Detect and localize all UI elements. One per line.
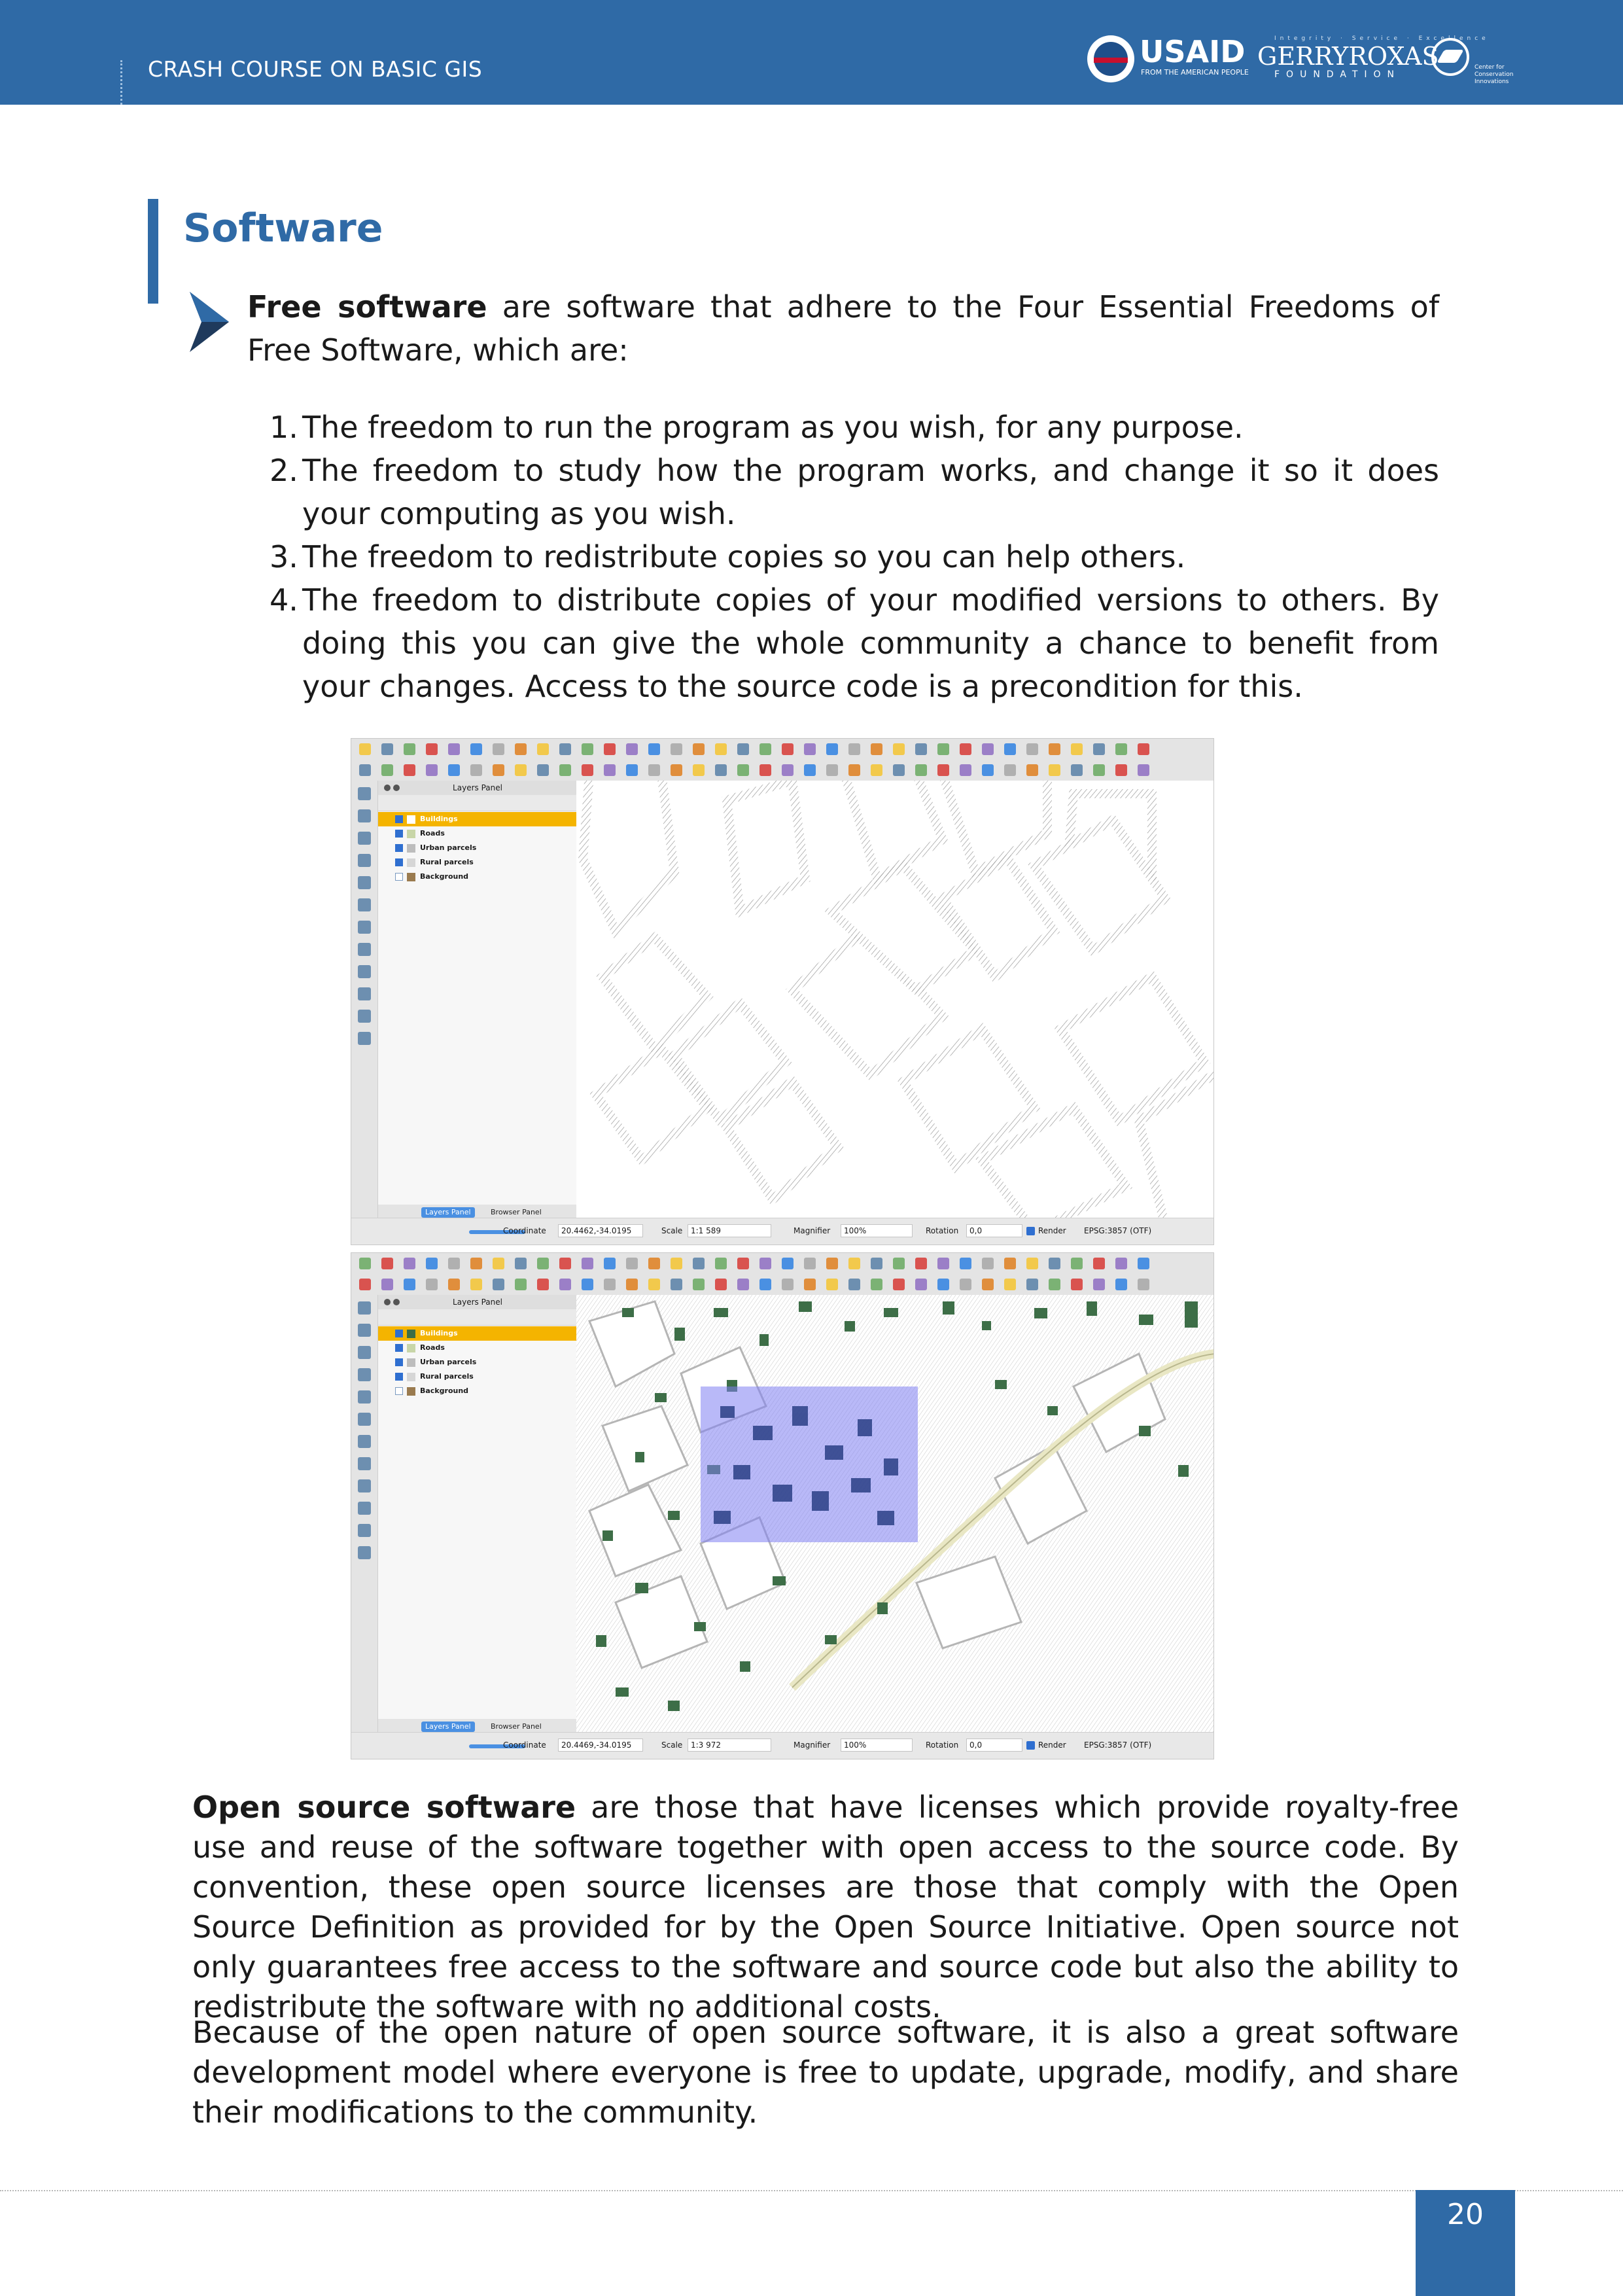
ccc-logo-icon — [1431, 38, 1469, 76]
toolbar-tool-icon[interactable] — [804, 1258, 816, 1269]
toolbar-tool-icon[interactable] — [1071, 1258, 1083, 1269]
toolbar-tool-icon[interactable] — [915, 1279, 927, 1290]
coordinate-field[interactable]: 20.4462,-34.0195 — [558, 1224, 643, 1237]
toolbar-tool-icon[interactable] — [982, 743, 994, 755]
ccc-logo-text: Center for Conservation Innovations — [1475, 64, 1514, 85]
toolbar-tool-icon[interactable] — [559, 1279, 571, 1290]
layers-panel-title: Layers Panel — [453, 783, 502, 792]
toolbar-tool-icon[interactable] — [359, 1258, 371, 1269]
layer-symbol-icon — [407, 1330, 415, 1338]
tools-sidebar — [351, 781, 377, 1219]
list-item — [271, 578, 1439, 708]
toolbar-tool-icon[interactable] — [1071, 1279, 1083, 1290]
toolbar-tool-icon[interactable] — [893, 743, 905, 755]
status-bar — [351, 1732, 1214, 1759]
map-canvas[interactable] — [576, 1295, 1214, 1733]
digitizing-tool-icon[interactable] — [358, 987, 371, 1000]
toolbar-tool-icon[interactable] — [693, 1279, 705, 1290]
toolbar-tool-icon[interactable] — [960, 764, 971, 776]
toolbar-tool-icon[interactable] — [1071, 764, 1083, 776]
toolbar-tool-icon[interactable] — [715, 743, 727, 755]
footer-divider — [0, 2190, 1623, 2191]
layer-checkbox[interactable] — [395, 1387, 403, 1395]
crs-button[interactable]: EPSG:3857 (OTF) — [1084, 1740, 1152, 1750]
toolbar-tool-icon[interactable] — [426, 764, 438, 776]
page-number-box — [1416, 2190, 1515, 2296]
toolbar-tool-icon[interactable] — [493, 1279, 504, 1290]
toolbar-tool-icon[interactable] — [1115, 1279, 1127, 1290]
digitizing-tool-icon[interactable] — [358, 1346, 371, 1359]
toolbar-tool-icon[interactable] — [1138, 1258, 1149, 1269]
layer-checkbox[interactable] — [395, 1344, 403, 1352]
layer-item-urban-parcels[interactable] — [378, 841, 577, 855]
open-source-term: Open source software — [192, 1790, 576, 1825]
header-divider — [120, 60, 122, 105]
layer-symbol-icon — [407, 1344, 415, 1352]
toolbar-tool-icon[interactable] — [1049, 743, 1060, 755]
toolbar-tool-icon[interactable] — [626, 743, 638, 755]
open-source-paragraph — [192, 1788, 1459, 2027]
digitizing-tool-icon[interactable] — [358, 1435, 371, 1448]
toolbar-tool-icon[interactable] — [515, 764, 527, 776]
toolbar-tool-icon[interactable] — [404, 743, 415, 755]
magnifier-field[interactable]: 100% — [841, 1739, 913, 1752]
usaid-logo-text: USAID — [1140, 34, 1246, 69]
toolbar-tool-icon[interactable] — [782, 1279, 794, 1290]
toolbar-tool-icon[interactable] — [1115, 764, 1127, 776]
toolbar-tool-icon[interactable] — [626, 1279, 638, 1290]
toolbar-tool-icon[interactable] — [871, 1258, 882, 1269]
layer-symbol-icon — [407, 830, 415, 838]
digitizing-tool-icon[interactable] — [358, 1502, 371, 1515]
toolbar-tool-icon[interactable] — [515, 1258, 527, 1269]
layer-item-urban-parcels[interactable] — [378, 1355, 577, 1369]
layer-item-roads[interactable] — [378, 1341, 577, 1355]
toolbar-tool-icon[interactable] — [1026, 743, 1038, 755]
toolbar-tool-icon[interactable] — [759, 1279, 771, 1290]
toolbar-tool-icon[interactable] — [559, 743, 571, 755]
toolbar-tool-icon[interactable] — [604, 743, 616, 755]
layer-checkbox[interactable] — [395, 1330, 403, 1337]
gerry-roxas-tagline: Integrity · Service · Excellence — [1274, 35, 1490, 42]
toolbar-tool-icon[interactable] — [1138, 1279, 1149, 1290]
layer-label: Buildings — [420, 1329, 458, 1337]
toolbar-tool-icon[interactable] — [1071, 743, 1083, 755]
toolbar-tool-icon[interactable] — [626, 764, 638, 776]
toolbar-tool-icon[interactable] — [648, 1258, 660, 1269]
layer-item-background[interactable] — [378, 1384, 577, 1398]
toolbar-tool-icon[interactable] — [782, 1258, 794, 1269]
toolbar-row-1 — [351, 739, 1214, 760]
layer-checkbox[interactable] — [395, 873, 403, 881]
toolbar-tool-icon[interactable] — [426, 743, 438, 755]
toolbar-tool-icon[interactable] — [826, 743, 838, 755]
magnifier-label: Magnifier — [794, 1226, 831, 1235]
list-item — [271, 535, 1439, 578]
toolbar-tool-icon[interactable] — [693, 764, 705, 776]
toolbar-tool-icon[interactable] — [381, 764, 393, 776]
layer-label: Roads — [420, 1343, 445, 1352]
toolbar-tool-icon[interactable] — [715, 1279, 727, 1290]
layer-list — [378, 812, 577, 884]
toolbar-tool-icon[interactable] — [960, 743, 971, 755]
digitizing-tool-icon[interactable] — [358, 898, 371, 911]
toolbar-tool-icon[interactable] — [871, 1279, 882, 1290]
bullet-arrow-icon — [190, 292, 229, 352]
toolbar-tool-icon[interactable] — [893, 764, 905, 776]
toolbar-tool-icon[interactable] — [1115, 743, 1127, 755]
layer-symbol-icon — [407, 858, 415, 867]
map-canvas[interactable] — [576, 781, 1214, 1219]
toolbar-tool-icon[interactable] — [537, 764, 549, 776]
toolbar-tool-icon[interactable] — [559, 764, 571, 776]
gerry-roxas-logo: GERRYROXAS — [1257, 42, 1439, 71]
scale-label: Scale — [661, 1226, 683, 1235]
toolbar-tool-icon[interactable] — [537, 743, 549, 755]
toolbar-tool-icon[interactable] — [470, 1279, 482, 1290]
digitizing-tool-icon[interactable] — [358, 787, 371, 800]
toolbar-tool-icon[interactable] — [848, 1279, 860, 1290]
layer-item-buildings[interactable] — [378, 1326, 577, 1341]
toolbar-tool-icon[interactable] — [871, 764, 882, 776]
toolbar-tool-icon[interactable] — [1138, 743, 1149, 755]
layer-label: Roads — [420, 829, 445, 838]
coordinate-field[interactable]: 20.4469,-34.0195 — [558, 1739, 643, 1752]
layers-panel-title: Layers Panel — [453, 1298, 502, 1307]
toolbar-tool-icon[interactable] — [759, 764, 771, 776]
list-item — [271, 406, 1439, 449]
layer-checkbox[interactable] — [395, 830, 403, 838]
digitizing-tool-icon[interactable] — [358, 1457, 371, 1470]
toolbar-tool-icon[interactable] — [982, 1279, 994, 1290]
toolbar-tool-icon[interactable] — [671, 743, 682, 755]
toolbar-tool-icon[interactable] — [715, 1258, 727, 1269]
toolbar-tool-icon[interactable] — [470, 764, 482, 776]
toolbar-tool-icon[interactable] — [426, 1279, 438, 1290]
page-number: 20 — [1447, 2198, 1484, 2231]
toolbar-tool-icon[interactable] — [737, 1279, 749, 1290]
layers-panel-header — [378, 781, 577, 795]
layer-checkbox[interactable] — [395, 844, 403, 852]
toolbar-row-1 — [351, 1253, 1214, 1275]
layer-symbol-icon — [407, 1387, 415, 1396]
digitizing-tool-icon[interactable] — [358, 943, 371, 956]
coordinate-label: Coordinate — [503, 1740, 546, 1750]
layer-list — [378, 1326, 577, 1398]
toolbar-tool-icon[interactable] — [404, 1279, 415, 1290]
toolbar-tool-icon[interactable] — [982, 1258, 994, 1269]
toolbar-tool-icon[interactable] — [493, 743, 504, 755]
tab-layers-panel[interactable]: Layers Panel — [421, 1207, 475, 1218]
layer-label: Urban parcels — [420, 1358, 477, 1366]
qgis-screenshot-1 — [351, 738, 1214, 1245]
rotation-label: Rotation — [926, 1740, 959, 1750]
toolbar-tool-icon[interactable] — [404, 764, 415, 776]
toolbar-tool-icon[interactable] — [448, 1279, 460, 1290]
rotation-field[interactable]: 0,0 — [966, 1739, 1022, 1752]
layer-symbol-icon — [407, 844, 415, 853]
digitizing-tool-icon[interactable] — [358, 1301, 371, 1315]
toolbar-tool-icon[interactable] — [937, 743, 949, 755]
toolbar-tool-icon[interactable] — [1004, 764, 1016, 776]
layer-checkbox[interactable] — [395, 1358, 403, 1366]
list-text: The freedom to run the program as you wish, for any purpose. — [302, 410, 1244, 445]
toolbar-tool-icon[interactable] — [737, 743, 749, 755]
toolbar-tool-icon[interactable] — [915, 764, 927, 776]
toolbar-tool-icon[interactable] — [937, 764, 949, 776]
digitizing-tool-icon[interactable] — [358, 1524, 371, 1537]
layers-panel-toolbar — [378, 1309, 577, 1326]
layer-symbol-icon — [407, 873, 415, 881]
closing-paragraph: Because of the open nature of open source software, it is also a great software development model where everyone is free to update, upgrade, modify, and share their modifications to the community. — [192, 2015, 1459, 2130]
tools-sidebar — [351, 1295, 377, 1733]
layer-checkbox[interactable] — [395, 858, 403, 866]
tab-layers-panel[interactable]: Layers Panel — [421, 1722, 475, 1732]
toolbar-tool-icon[interactable] — [804, 764, 816, 776]
toolbar-tool-icon[interactable] — [848, 1258, 860, 1269]
toolbar-tool-icon[interactable] — [826, 1279, 838, 1290]
toolbar-tool-icon[interactable] — [1026, 764, 1038, 776]
toolbar-tool-icon[interactable] — [937, 1279, 949, 1290]
toolbar-tool-icon[interactable] — [515, 743, 527, 755]
toolbar-tool-icon[interactable] — [359, 743, 371, 755]
list-number: 2. — [270, 453, 298, 488]
toolbar-tool-icon[interactable] — [648, 1279, 660, 1290]
page-header — [0, 0, 1623, 105]
section-title: Software — [183, 205, 383, 251]
free-software-term: Free software — [247, 289, 487, 325]
toolbar-tool-icon[interactable] — [737, 764, 749, 776]
toolbar-tool-icon[interactable] — [359, 764, 371, 776]
panel-tabs — [378, 1719, 577, 1733]
toolbar-tool-icon[interactable] — [493, 764, 504, 776]
crs-button[interactable]: EPSG:3857 (OTF) — [1084, 1226, 1152, 1235]
toolbar-tool-icon[interactable] — [1093, 1258, 1105, 1269]
layer-symbol-icon — [407, 1358, 415, 1367]
header-title: CRASH COURSE ON BASIC GIS — [148, 56, 483, 82]
toolbar-tool-icon[interactable] — [1138, 764, 1149, 776]
four-freedoms-list — [271, 406, 1439, 708]
toolbar-tool-icon[interactable] — [1093, 743, 1105, 755]
toolbar-tool-icon[interactable] — [404, 1258, 415, 1269]
toolbar-tool-icon[interactable] — [826, 764, 838, 776]
toolbar-tool-icon[interactable] — [759, 743, 771, 755]
toolbar-tool-icon[interactable] — [693, 1258, 705, 1269]
status-bar — [351, 1218, 1214, 1245]
toolbar-tool-icon[interactable] — [782, 764, 794, 776]
toolbar-tool-icon[interactable] — [759, 1258, 771, 1269]
coordinate-label: Coordinate — [503, 1226, 546, 1235]
toolbar-tool-icon[interactable] — [426, 1258, 438, 1269]
toolbar-tool-icon[interactable] — [1004, 1258, 1016, 1269]
toolbar-tool-icon[interactable] — [493, 1258, 504, 1269]
render-label: Render — [1038, 1740, 1066, 1750]
layer-label: Background — [420, 1386, 469, 1395]
layer-item-background[interactable] — [378, 870, 577, 884]
toolbar-tool-icon[interactable] — [582, 743, 593, 755]
digitizing-tool-icon[interactable] — [358, 876, 371, 889]
digitizing-tool-icon[interactable] — [358, 1413, 371, 1426]
scale-field[interactable]: 1:1 589 — [688, 1224, 771, 1237]
toolbar-tool-icon[interactable] — [1004, 743, 1016, 755]
panel-tabs — [378, 1205, 577, 1219]
scale-field[interactable]: 1:3 972 — [688, 1739, 771, 1752]
toolbar-tool-icon[interactable] — [381, 1279, 393, 1290]
usaid-seal-logo — [1087, 35, 1134, 82]
toolbar-tool-icon[interactable] — [381, 1258, 393, 1269]
layers-panel-toolbar — [378, 795, 577, 811]
free-software-intro — [247, 285, 1439, 372]
toolbar-tool-icon[interactable] — [381, 743, 393, 755]
toolbar-tool-icon[interactable] — [604, 764, 616, 776]
toolbar-tool-icon[interactable] — [626, 1258, 638, 1269]
layer-item-roads[interactable] — [378, 826, 577, 841]
list-number: 3. — [270, 539, 298, 574]
toolbar-tool-icon[interactable] — [915, 743, 927, 755]
usaid-logo-tagline: FROM THE AMERICAN PEOPLE — [1141, 68, 1249, 77]
digitizing-tool-icon[interactable] — [358, 1390, 371, 1404]
gerry-roxas-foundation: FOUNDATION — [1274, 69, 1401, 80]
digitizing-tool-icon[interactable] — [358, 809, 371, 822]
digitizing-tool-icon[interactable] — [358, 1010, 371, 1023]
digitizing-tool-icon[interactable] — [358, 854, 371, 867]
rotation-field[interactable]: 0,0 — [966, 1224, 1022, 1237]
list-number: 1. — [270, 410, 298, 445]
toolbar-tool-icon[interactable] — [1093, 764, 1105, 776]
toolbar-tool-icon[interactable] — [848, 764, 860, 776]
digitizing-tool-icon[interactable] — [358, 1368, 371, 1381]
digitizing-tool-icon[interactable] — [358, 1546, 371, 1559]
scale-label: Scale — [661, 1740, 683, 1750]
toolbar-tool-icon[interactable] — [1093, 1279, 1105, 1290]
layer-symbol-icon — [407, 1373, 415, 1381]
layer-checkbox[interactable] — [395, 1373, 403, 1381]
free-software-intro-text: are software that adhere to the Four Essential Freedoms of Free Software, which are: — [247, 289, 1440, 368]
toolbar-tool-icon[interactable] — [1049, 1279, 1060, 1290]
toolbar-tool-icon[interactable] — [582, 764, 593, 776]
digitizing-tool-icon[interactable] — [358, 965, 371, 978]
toolbar-tool-icon[interactable] — [648, 743, 660, 755]
toolbar-tool-icon[interactable] — [804, 1279, 816, 1290]
toolbar-tool-icon[interactable] — [937, 1258, 949, 1269]
tab-browser-panel[interactable]: Browser Panel — [491, 1208, 542, 1216]
toolbar-tool-icon[interactable] — [671, 1279, 682, 1290]
layer-label: Buildings — [420, 815, 458, 823]
toolbar-tool-icon[interactable] — [448, 1258, 460, 1269]
digitizing-tool-icon[interactable] — [358, 1032, 371, 1045]
toolbar-tool-icon[interactable] — [671, 1258, 682, 1269]
magnifier-label: Magnifier — [794, 1740, 831, 1750]
section-accent-bar — [148, 199, 158, 304]
toolbar-tool-icon[interactable] — [915, 1258, 927, 1269]
toolbar-tool-icon[interactable] — [582, 1258, 593, 1269]
toolbar-tool-icon[interactable] — [537, 1279, 549, 1290]
layer-label: Rural parcels — [420, 1372, 474, 1381]
toolbar-tool-icon[interactable] — [537, 1258, 549, 1269]
toolbar-tool-icon[interactable] — [693, 743, 705, 755]
layer-item-rural-parcels[interactable] — [378, 1369, 577, 1384]
toolbar-tool-icon[interactable] — [448, 764, 460, 776]
digitizing-tool-icon[interactable] — [358, 1479, 371, 1492]
tab-browser-panel[interactable]: Browser Panel — [491, 1722, 542, 1731]
render-label: Render — [1038, 1226, 1066, 1235]
toolbar-row-2 — [351, 760, 1214, 781]
toolbar-tool-icon[interactable] — [582, 1279, 593, 1290]
toolbar-tool-icon[interactable] — [470, 743, 482, 755]
digitizing-tool-icon[interactable] — [358, 921, 371, 934]
layer-label: Urban parcels — [420, 843, 477, 852]
list-item — [271, 449, 1439, 535]
toolbar-tool-icon[interactable] — [893, 1258, 905, 1269]
toolbar-tool-icon[interactable] — [671, 764, 682, 776]
layer-item-rural-parcels[interactable] — [378, 855, 577, 870]
digitizing-tool-icon[interactable] — [358, 1324, 371, 1337]
toolbar-tool-icon[interactable] — [515, 1279, 527, 1290]
toolbar-tool-icon[interactable] — [359, 1279, 371, 1290]
toolbar-tool-icon[interactable] — [448, 743, 460, 755]
layer-item-buildings[interactable] — [378, 812, 577, 826]
toolbar-tool-icon[interactable] — [960, 1258, 971, 1269]
open-source-text: are those that have licenses which provide royalty-free use and reuse of the software together with open access to the source code. By convention, these open source licenses are those that comply with the Open Source Definition as provided for by the Open Source Initiative. Open source not only guarantees free access to the software and source code but also the ability to redistribute the software with no additional costs. — [192, 1790, 1459, 2024]
magnifier-field[interactable]: 100% — [841, 1224, 913, 1237]
layers-panel-header — [378, 1295, 577, 1309]
render-checkbox[interactable] — [1026, 1741, 1035, 1750]
toolbar-tool-icon[interactable] — [559, 1258, 571, 1269]
toolbar-tool-icon[interactable] — [804, 743, 816, 755]
toolbar-tool-icon[interactable] — [1049, 764, 1060, 776]
toolbar-tool-icon[interactable] — [848, 743, 860, 755]
layer-checkbox[interactable] — [395, 815, 403, 823]
panel-close-icon[interactable] — [383, 1298, 400, 1306]
toolbar-tool-icon[interactable] — [604, 1279, 616, 1290]
list-number: 4. — [270, 582, 298, 618]
list-text: The freedom to study how the program works, and change it so it does your computing as you wish. — [302, 453, 1439, 531]
toolbar-row-2 — [351, 1274, 1214, 1296]
toolbar-tool-icon[interactable] — [871, 743, 882, 755]
panel-close-icon[interactable] — [383, 784, 400, 792]
qgis-screenshot-2 — [351, 1252, 1214, 1759]
toolbar-tool-icon[interactable] — [1115, 1258, 1127, 1269]
toolbar-tool-icon[interactable] — [1026, 1279, 1038, 1290]
toolbar-tool-icon[interactable] — [782, 743, 794, 755]
layer-symbol-icon — [407, 815, 415, 824]
toolbar-tool-icon[interactable] — [604, 1258, 616, 1269]
toolbar-tool-icon[interactable] — [470, 1258, 482, 1269]
toolbar-tool-icon[interactable] — [960, 1279, 971, 1290]
render-checkbox[interactable] — [1026, 1227, 1035, 1235]
layers-panel — [377, 781, 578, 1219]
toolbar-tool-icon[interactable] — [1049, 1258, 1060, 1269]
toolbar-tool-icon[interactable] — [1004, 1279, 1016, 1290]
layers-panel — [377, 1295, 578, 1733]
digitizing-tool-icon[interactable] — [358, 832, 371, 845]
toolbar-tool-icon[interactable] — [982, 764, 994, 776]
toolbar-tool-icon[interactable] — [1026, 1258, 1038, 1269]
toolbar-tool-icon[interactable] — [893, 1279, 905, 1290]
toolbar-tool-icon[interactable] — [715, 764, 727, 776]
list-text: The freedom to redistribute copies so you can help others. — [302, 539, 1186, 574]
toolbar-tool-icon[interactable] — [737, 1258, 749, 1269]
layer-label: Background — [420, 872, 469, 881]
toolbar-tool-icon[interactable] — [826, 1258, 838, 1269]
layer-label: Rural parcels — [420, 858, 474, 866]
toolbar-tool-icon[interactable] — [648, 764, 660, 776]
rotation-label: Rotation — [926, 1226, 959, 1235]
list-text: The freedom to distribute copies of your modified versions to others. By doing this you can give the whole community a chance to benefit from your changes. Access to the source code is a precondition for this. — [302, 582, 1439, 704]
